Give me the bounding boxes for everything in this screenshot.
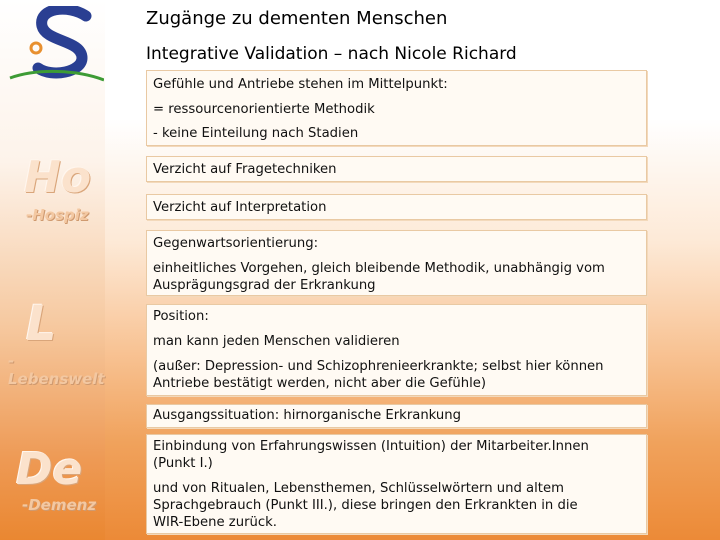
sidebar — [0, 0, 105, 540]
sidebar-word-lebenswelt: L — [26, 296, 57, 352]
box-line: Gegenwartsorientierung: — [153, 236, 319, 251]
box-line: Ausprägungsgrad der Erkrankung — [153, 278, 376, 293]
text-box-initial-situation — [146, 404, 647, 428]
text-box-questioning — [146, 156, 647, 182]
text-box-position — [146, 304, 647, 396]
box-line: Verzicht auf Interpretation — [153, 200, 327, 215]
box-line: Sprachgebrauch (Punkt III.), diese bringen den Erkrankten in die — [153, 498, 578, 513]
sidebar-label-lebenswelt: -Lebenswelt — [8, 352, 105, 388]
page-subtitle: Integrative Validation – nach Nicole Richard — [146, 44, 517, 64]
box-line: und von Ritualen, Lebensthemen, Schlüsselwörtern und altem — [153, 481, 564, 496]
box-line: Einbindung von Erfahrungswissen (Intuition) der Mitarbeiter.Innen — [153, 439, 589, 454]
box-line: Antriebe bestätigt werden, nicht aber die Gefühle) — [153, 376, 487, 391]
text-box-experience — [146, 434, 647, 534]
box-line: WIR-Ebene zurück. — [153, 515, 277, 530]
box-line: (Punkt I.) — [153, 456, 213, 471]
box-line: (außer: Depression- und Schizophrenieerkrankte; selbst hier können — [153, 359, 604, 374]
box-line: - keine Einteilung nach Stadien — [153, 126, 359, 141]
sidebar-word-hospiz: Ho — [24, 152, 92, 203]
box-line: Position: — [153, 309, 209, 324]
box-line: Gefühle und Antriebe stehen im Mittelpunkt: — [153, 77, 448, 92]
sidebar-label-demenz: -Demenz — [22, 496, 97, 514]
text-box-feelings — [146, 70, 647, 146]
box-line: Ausgangssituation: hirnorganische Erkrankung — [153, 408, 461, 423]
sidebar-word-demenz: De — [16, 444, 83, 495]
s-logo-icon — [8, 6, 104, 86]
sidebar-label-hospiz: -Hospiz — [26, 206, 89, 224]
text-box-interpretation — [146, 194, 647, 220]
text-box-present-orientation — [146, 230, 647, 296]
box-line: einheitliches Vorgehen, gleich bleibende Methodik, unabhängig vom — [153, 261, 605, 276]
box-line: = ressourcenorientierte Methodik — [153, 102, 375, 117]
box-line: Verzicht auf Fragetechniken — [153, 162, 337, 177]
page-title: Zugänge zu dementen Menschen — [146, 8, 448, 29]
box-line: man kann jeden Menschen validieren — [153, 334, 400, 349]
